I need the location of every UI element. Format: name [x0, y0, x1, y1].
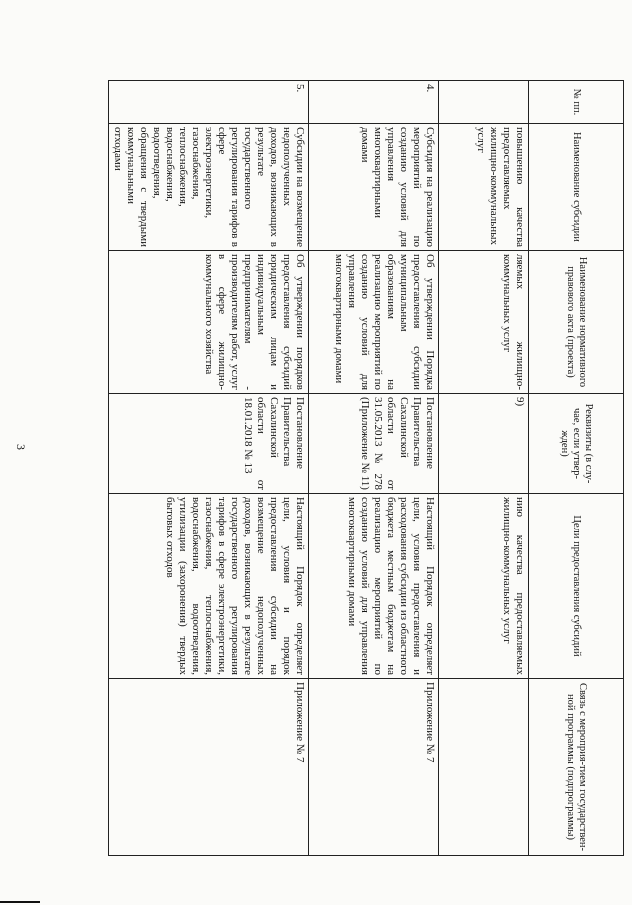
- header-act: Наименование нормативного правового акта (проекта): [529, 251, 624, 394]
- cell-goals: нию качества предоставляемых жилищно-коммунальных услуг: [439, 494, 529, 679]
- rotated-page-content: [112, 80, 624, 855]
- cell-num: 4.: [309, 81, 439, 124]
- page-number: 3: [14, 444, 28, 450]
- cell-link: [439, 679, 529, 856]
- cell-act: ляемых жилищно-коммунальных услуг: [439, 251, 529, 394]
- table-row-5: [109, 81, 309, 856]
- table-row-4: [309, 81, 439, 856]
- cell-goals: Настоящий Порядок определяет цели, условия и порядок предоставления субсидии на возмещение недополученных доходов, возникающих в результате государственного регулирования тарифов в сфере электроэнергетики, газоснабжения, теплоснабжения, водоснабжения, водоотведения, утилизации (захоронения) твердых бытовых отходов: [109, 494, 309, 679]
- cell-details: Постановление Правительства Сахалинской области от 31.05.2013 № 278 (Приложение № 11): [309, 394, 439, 494]
- cell-subsidy: повышению качества предоставляемых жилищно-коммунальных услуг: [439, 124, 529, 251]
- header-link: Связь с мероприя-тием государствен-ной программы (подпрограммы): [529, 679, 624, 856]
- header-details: Реквизиты (в слу-чае, если утвер-жден): [529, 394, 624, 494]
- cell-num: 5.: [109, 81, 309, 124]
- table-header-row: [529, 81, 624, 856]
- cell-details: Постановление Правительства Сахалинской области от 18.01.2018 № 13: [109, 394, 309, 494]
- cell-goals: Настоящий Порядок определяет цели, условия предоставления и расходования субсидии из областного бюджета местным бюджетам на реализацию мероприятий по созданию условий для управления многоквартирными домами: [309, 494, 439, 679]
- cell-act: Об утверждении Порядка предоставления субсидии муниципальным образованиям на реализацию мероприятий по созданию условий для управления многоквартирными домами: [309, 251, 439, 394]
- subsidies-table: [108, 80, 624, 856]
- header-num: № пп.: [529, 81, 624, 124]
- table-row-continued: [439, 81, 529, 856]
- cell-act: Об утверждении порядков предоставления субсидий юридическим лицам и индивидуальным предпринимателям - производителям работ, услуг в сфере жилищно-коммунального хозяйства: [109, 251, 309, 394]
- cell-details: 9): [439, 394, 529, 494]
- header-goals: Цели предоставления субсидий: [529, 494, 624, 679]
- cell-link: Приложение № 7: [309, 679, 439, 856]
- cell-link: Приложение № 7: [109, 679, 309, 856]
- cell-num: [439, 81, 529, 124]
- header-subsidy: Наименование субсидии: [529, 124, 624, 251]
- scan-edge-mark: [0, 901, 40, 903]
- cell-subsidy: Субсидия на реализацию мероприятий по созданию условий для управления многоквартирными домами: [309, 124, 439, 251]
- cell-subsidy: Субсидии на возмещение недополученных доходов, возникающих в результате государственного регулирования тарифов в сфере электроэнергетики, газоснабжения, теплоснабжения, водоснабжения, водоотведения, обращения с твердыми коммунальными отходами: [109, 124, 309, 251]
